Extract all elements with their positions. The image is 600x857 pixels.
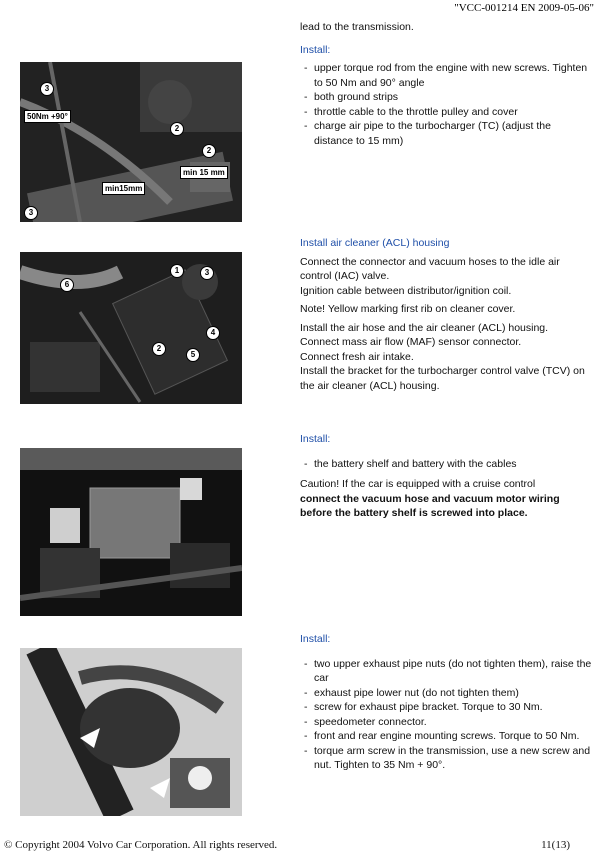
paragraph: Install the air hose and the air cleaner (ACL) housing. <box>300 321 549 334</box>
section-1-list <box>300 61 592 148</box>
section-1-text <box>300 20 592 148</box>
engine-photo-air-cleaner <box>20 252 242 404</box>
torque-label: 50Nm +90° <box>24 110 71 123</box>
paragraph: Connect the connector and vacuum hoses to the idle air control (IAC) valve. <box>300 255 560 282</box>
section-3-heading: Install: <box>300 433 331 445</box>
list-item: - two upper exhaust pipe nuts (do not tighten them), raise the car <box>300 657 592 686</box>
callout-number: 3 <box>200 266 214 280</box>
section-2-heading: Install air cleaner (ACL) housing <box>300 237 450 249</box>
list-item: - the battery shelf and battery with the cables <box>300 457 592 472</box>
document-id: "VCC-001214 EN 2009-05-06" <box>454 2 594 14</box>
engine-photo-graphic <box>20 648 242 816</box>
section-4-list <box>300 657 592 773</box>
paragraph: Note! Yellow marking first rib on cleaner cover. <box>300 303 516 315</box>
section-2-text <box>300 236 592 393</box>
callout-number: 1 <box>170 264 184 278</box>
distance-label: min15mm <box>102 182 145 195</box>
section-1-heading: Install: <box>300 43 331 56</box>
distance-label: min 15 mm <box>180 166 228 179</box>
copyright-notice: © Copyright 2004 Volvo Car Corporation. All rights reserved. <box>4 839 278 851</box>
callout-number: 2 <box>202 144 216 158</box>
lead-text: lead to the transmission. <box>300 21 414 33</box>
list-item: - screw for exhaust pipe bracket. Torque to 30 Nm. <box>300 700 592 715</box>
list-item: - charge air pipe to the turbocharger (TC) (adjust the distance to 15 mm) <box>300 119 592 148</box>
paragraph: Connect fresh air intake. <box>300 350 414 363</box>
caution-bold-text: connect the vacuum hose and vacuum motor wiring before the battery shelf is screwed into place. <box>300 492 560 519</box>
engine-photo-graphic <box>20 448 242 616</box>
engine-photo-battery-shelf <box>20 448 242 616</box>
list-item: - torque arm screw in the transmission, use a new screw and nut. Tighten to 35 Nm + 90°. <box>300 744 592 773</box>
list-item: - front and rear engine mounting screws. Torque to 50 Nm. <box>300 729 592 744</box>
paragraph: Install the bracket for the turbocharger control valve (TCV) on the air cleaner (ACL) housing. <box>300 365 585 392</box>
list-item: - both ground strips <box>300 90 592 105</box>
section-4-heading: Install: <box>300 633 331 645</box>
section-3-text <box>300 432 592 521</box>
engine-photo-torque-rod <box>20 62 242 222</box>
section-4-text <box>300 632 592 773</box>
callout-number: 3 <box>24 206 38 220</box>
page-number: 11(13) <box>541 839 570 851</box>
list-item: - upper torque rod from the engine with new screws. Tighten to 50 Nm and 90° angle <box>300 61 592 90</box>
callout-number: 2 <box>152 342 166 356</box>
section-3-list <box>300 457 592 472</box>
list-item: - speedometer connector. <box>300 715 592 730</box>
paragraph: Connect mass air flow (MAF) sensor connector. <box>300 336 522 348</box>
caution-text: Caution! If the car is equipped with a cruise control <box>300 478 536 490</box>
callout-number: 6 <box>60 278 74 292</box>
callout-number: 2 <box>170 122 184 136</box>
list-item: - exhaust pipe lower nut (do not tighten them) <box>300 686 592 701</box>
list-item: - throttle cable to the throttle pulley and cover <box>300 105 592 120</box>
callout-number: 4 <box>206 326 220 340</box>
callout-number: 3 <box>40 82 54 96</box>
engine-photo-exhaust <box>20 648 242 816</box>
paragraph: Ignition cable between distributor/ignition coil. <box>300 284 512 297</box>
callout-number: 5 <box>186 348 200 362</box>
